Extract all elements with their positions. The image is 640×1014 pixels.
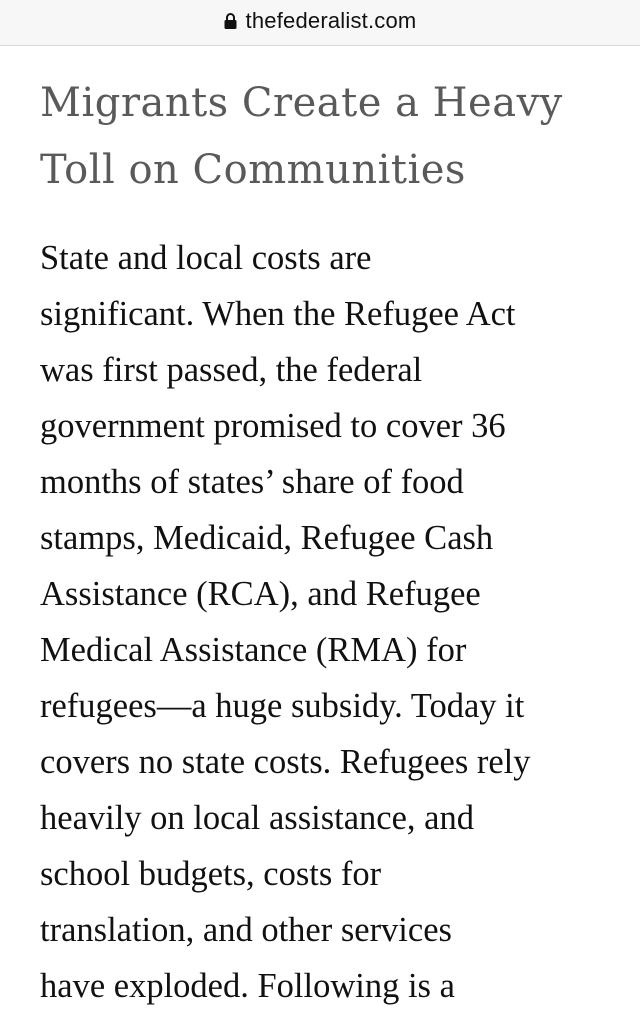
body-line: months of states’ share of food (40, 463, 464, 501)
body-line: State and local costs are (40, 239, 372, 277)
article-body (40, 230, 610, 1014)
body-line: significant. When the Refugee Act (40, 295, 516, 333)
body-line: government promised to cover 36 (40, 407, 506, 445)
body-line: school budgets, costs for (40, 855, 382, 893)
body-line: Assistance (RCA), and Refugee (40, 575, 481, 613)
headline-line: Toll on Communities (40, 147, 466, 193)
body-line: have exploded. Following is a (40, 967, 455, 1005)
body-line: covers no state costs. Refugees rely (40, 743, 531, 781)
body-line: Medical Assistance (RMA) for (40, 631, 467, 669)
lock-icon (224, 13, 237, 29)
article-content (40, 70, 610, 1014)
headline-line: Migrants Create a Heavy (40, 80, 563, 126)
url-display[interactable] (224, 8, 417, 34)
article-headline (40, 70, 610, 204)
body-line: stamps, Medicaid, Refugee Cash (40, 519, 494, 557)
body-line: heavily on local assistance, and (40, 799, 474, 837)
url-text: thefederalist.com (245, 7, 417, 33)
browser-url-bar[interactable] (0, 0, 640, 46)
body-line: was first passed, the federal (40, 351, 423, 389)
body-line: refugees—a huge subsidy. Today it (40, 687, 525, 725)
body-line: translation, and other services (40, 911, 452, 949)
